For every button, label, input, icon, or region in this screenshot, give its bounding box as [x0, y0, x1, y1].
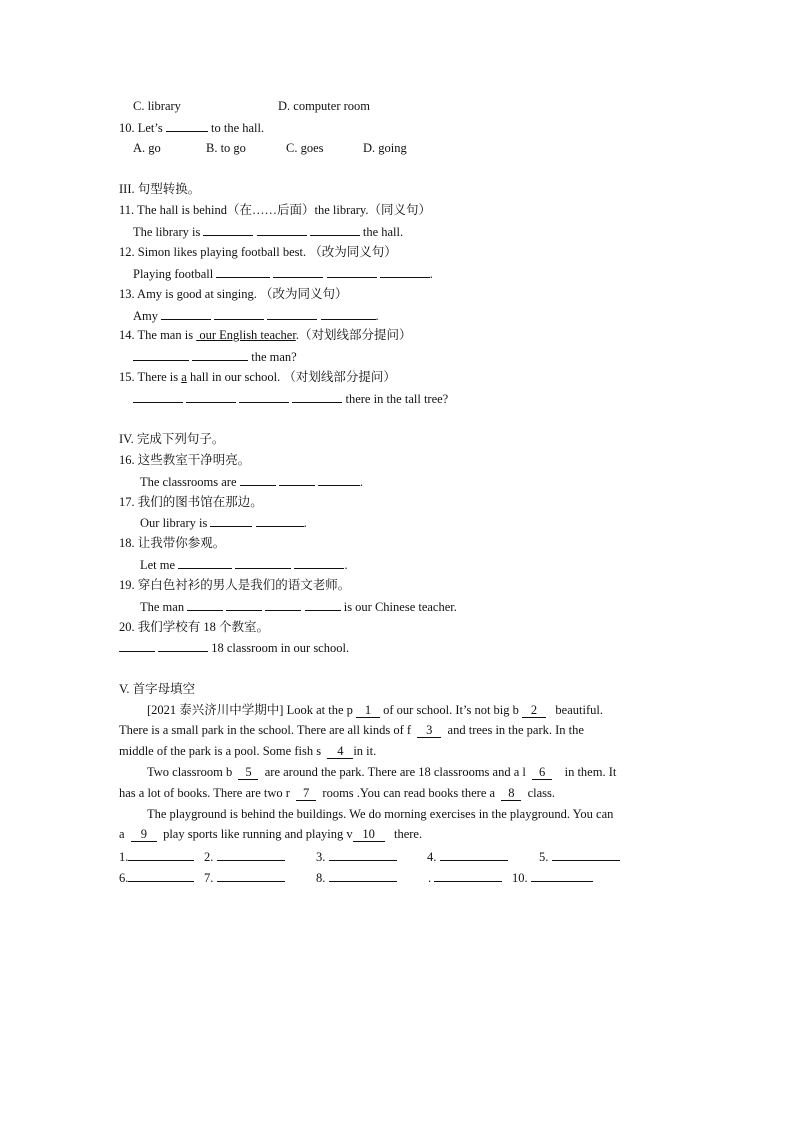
answer-blank[interactable]: 6 — [532, 765, 552, 780]
answer-blank[interactable] — [210, 514, 252, 527]
q9-option-c: C. library — [133, 99, 181, 113]
q19-answer-line: The man is our Chinese teacher. — [140, 600, 457, 614]
q18-stem: 18. 让我带你参观。 — [119, 536, 226, 550]
answer-blank[interactable]: 2 — [522, 703, 546, 718]
answer-row: 1. — [119, 848, 194, 865]
answer-blank[interactable] — [434, 869, 502, 882]
q17-stem: 17. 我们的图书馆在那边。 — [119, 495, 263, 509]
q20-stem: 20. 我们学校有 18 个教室。 — [119, 620, 270, 634]
answer-blank[interactable] — [440, 848, 508, 861]
answer-blank[interactable] — [292, 390, 342, 403]
answer-blank[interactable] — [279, 473, 315, 486]
answer-row: 7. — [204, 869, 285, 886]
answer-blank[interactable] — [239, 390, 289, 403]
answer-blank[interactable] — [186, 390, 236, 403]
q10-option-a: A. go — [133, 141, 161, 155]
answer-blank[interactable] — [327, 265, 377, 278]
answer-blank[interactable] — [119, 639, 155, 652]
answer-blank[interactable]: 1 — [356, 703, 380, 718]
answer-blank[interactable] — [310, 223, 360, 236]
answer-blank[interactable] — [305, 598, 341, 611]
q14-stem: 14. The man is our English teacher.（对划线部分提问） — [119, 328, 412, 342]
section-title: III. 句型转换。 — [119, 182, 201, 196]
q15-stem: 15. There is a hall in our school. （对划线部分提问） — [119, 370, 396, 384]
answer-blank[interactable]: 4 — [327, 744, 353, 759]
answer-row: 4. — [427, 848, 508, 865]
answer-blank[interactable] — [133, 390, 183, 403]
section-title: IV. 完成下列句子。 — [119, 432, 225, 446]
answer-blank[interactable]: 5 — [238, 765, 258, 780]
answer-blank[interactable] — [380, 265, 430, 278]
answer-blank[interactable] — [256, 514, 304, 527]
q19-stem: 19. 穿白色衬衫的男人是我们的语文老师。 — [119, 578, 351, 592]
answer-blank[interactable] — [267, 307, 317, 320]
answer-row: 10. — [512, 869, 593, 886]
q10-option-c: C. goes — [286, 141, 324, 155]
answer-row: 3. — [316, 848, 397, 865]
q20-answer-line: 18 classroom in our school. — [119, 639, 349, 656]
q16-stem: 16. 这些教室干净明亮。 — [119, 453, 251, 467]
answer-row: . — [428, 869, 502, 886]
answer-blank[interactable] — [226, 598, 262, 611]
passage-line: a 9 play sports like running and playing v 10 there. — [119, 827, 423, 841]
answer-blank[interactable] — [214, 307, 264, 320]
answer-blank[interactable] — [128, 848, 194, 861]
answer-blank[interactable] — [329, 848, 397, 861]
answer-blank[interactable]: 10 — [353, 827, 385, 842]
answer-blank[interactable] — [203, 223, 253, 236]
q11-stem: 11. The hall is behind（在……后面）the library.（同义句） — [119, 203, 431, 217]
passage-line: [2021 泰兴济川中学期中] Look at the p 1 of our school. It’s not big b 2 beautiful. — [147, 703, 603, 717]
q18-answer-line: Let me . — [140, 558, 348, 572]
answer-blank[interactable] — [321, 307, 376, 320]
answer-blank[interactable] — [273, 265, 323, 278]
q10-option-b: B. to go — [206, 141, 246, 155]
answer-blank[interactable] — [552, 848, 620, 861]
answer-blank[interactable] — [192, 348, 248, 361]
answer-row: 6. — [119, 869, 194, 886]
answer-row: 8. — [316, 869, 397, 886]
answer-blank[interactable] — [161, 307, 211, 320]
passage-line: middle of the park is a pool. Some fish s 4 in it. — [119, 744, 377, 758]
answer-blank[interactable] — [128, 869, 194, 882]
answer-blank[interactable] — [531, 869, 593, 882]
q11-answer-line: The library is the hall. — [133, 225, 404, 239]
answer-row: 5. — [539, 848, 620, 865]
q12-stem: 12. Simon likes playing football best. （改为同义句） — [119, 245, 397, 259]
answer-blank[interactable]: 9 — [131, 827, 157, 842]
answer-blank[interactable] — [318, 473, 360, 486]
answer-blank[interactable] — [187, 598, 223, 611]
q16-answer-line: The classrooms are . — [140, 475, 363, 489]
passage-line: The playground is behind the buildings. We do morning exercises in the playground. You can — [147, 807, 614, 821]
q14-answer-line: the man? — [133, 348, 297, 365]
passage-line: Two classroom b 5 are around the park. There are 18 classrooms and a l 6 in them. It — [147, 765, 617, 779]
answer-blank[interactable] — [178, 556, 232, 569]
q17-answer-line: Our library is . — [140, 516, 307, 530]
q13-answer-line: Amy . — [133, 309, 379, 323]
answer-blank[interactable] — [216, 265, 270, 278]
answer-row: 2. — [204, 848, 285, 865]
answer-blank[interactable] — [265, 598, 301, 611]
answer-blank[interactable] — [217, 848, 285, 861]
answer-blank[interactable] — [166, 119, 208, 132]
q12-answer-line: Playing football . — [133, 267, 433, 281]
answer-blank[interactable] — [133, 348, 189, 361]
passage-line: There is a small park in the school. There are all kinds of f 3 and trees in the park. In the — [119, 723, 584, 737]
section-title: V. 首字母填空 — [119, 682, 196, 696]
answer-blank[interactable] — [235, 556, 291, 569]
answer-blank[interactable]: 7 — [296, 786, 316, 801]
passage-line: has a lot of books. There are two r 7 rooms .You can read books there a 8 class. — [119, 786, 555, 800]
q13-stem: 13. Amy is good at singing. （改为同义句） — [119, 287, 348, 301]
q10-stem: 10. Let’s to the hall. — [119, 121, 265, 135]
answer-blank[interactable] — [294, 556, 344, 569]
answer-blank[interactable] — [240, 473, 276, 486]
answer-blank[interactable]: 8 — [501, 786, 521, 801]
q10-option-d: D. going — [363, 141, 407, 155]
answer-blank[interactable] — [257, 223, 307, 236]
answer-blank[interactable]: 3 — [417, 723, 441, 738]
q15-answer-line: there in the tall tree? — [133, 390, 448, 407]
answer-blank[interactable] — [217, 869, 285, 882]
answer-blank[interactable] — [329, 869, 397, 882]
q9-option-d: D. computer room — [278, 99, 370, 113]
answer-blank[interactable] — [158, 639, 208, 652]
